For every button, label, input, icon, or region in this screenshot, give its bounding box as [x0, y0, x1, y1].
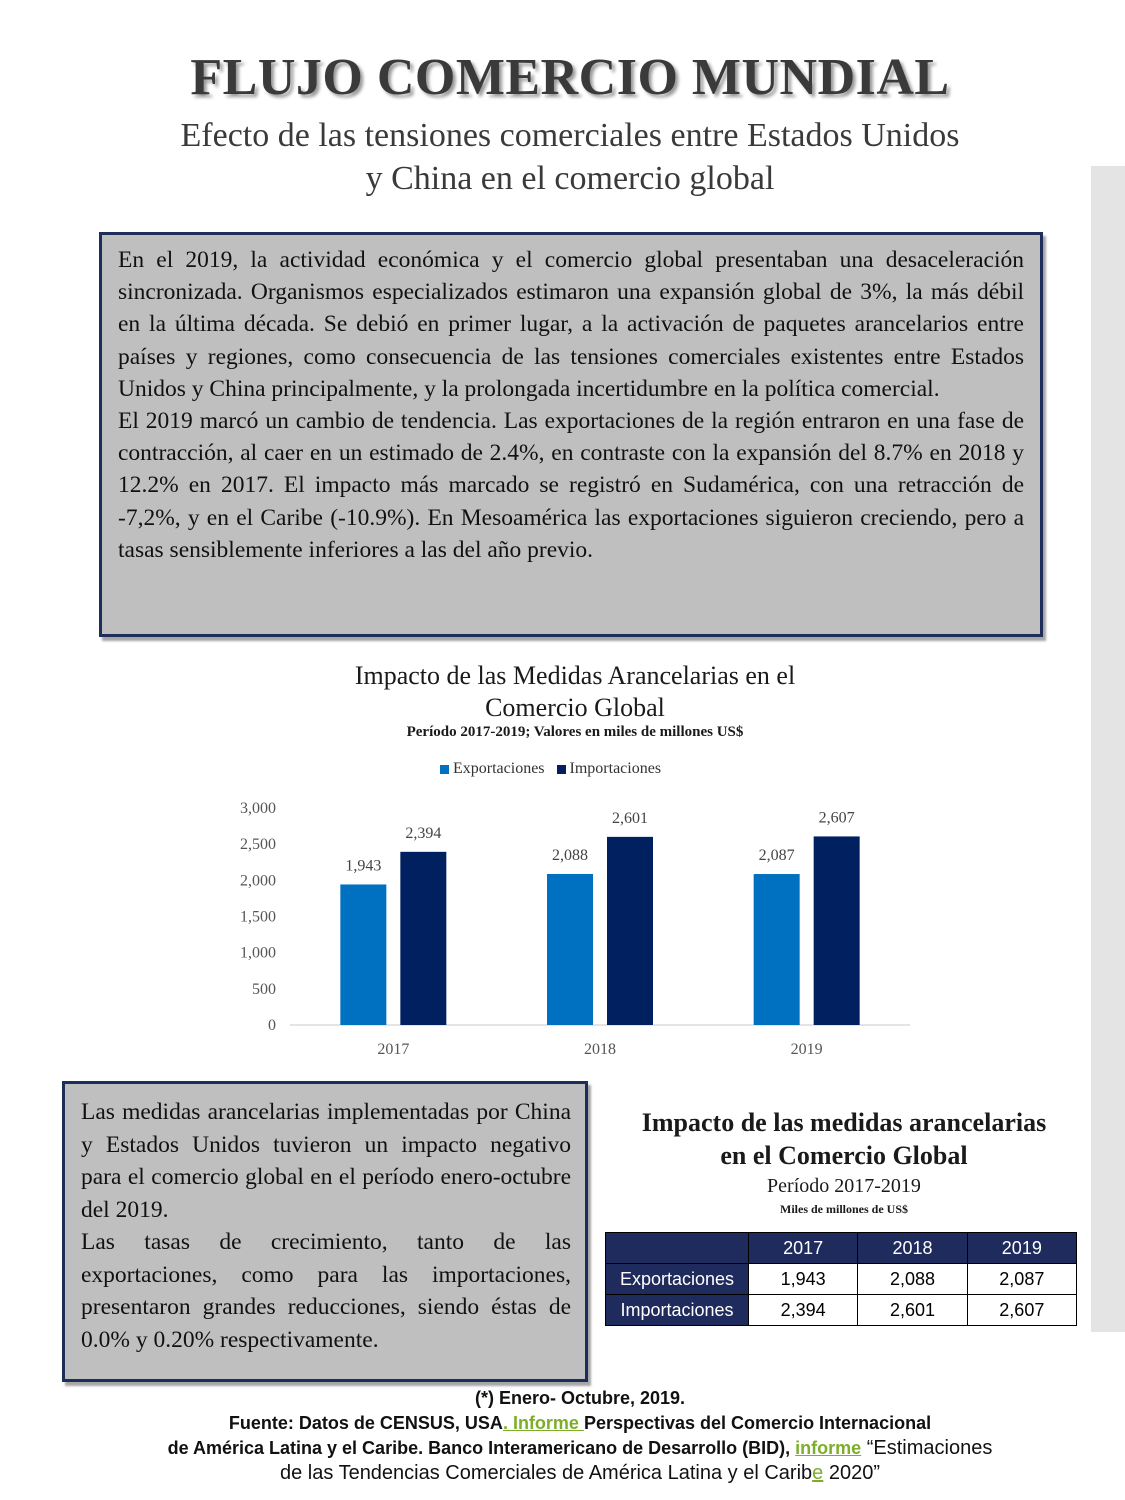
- chart-legend: [440, 759, 673, 779]
- chart-subtitle: Período 2017-2019; Valores en miles de millones US$: [406, 724, 744, 740]
- footer-note-text: (*) Enero- Octubre, 2019.: [474, 1388, 686, 1408]
- footer-note: [60, 1386, 1100, 1411]
- data-label: 1,943: [345, 857, 382, 875]
- legend-item-exportaciones: [440, 760, 545, 778]
- data-label: 2,087: [758, 847, 795, 865]
- data-label: 2,394: [405, 824, 442, 842]
- intro-paragraph-2: El 2019 marcó un cambio de tendencia. Las exportaciones de la región entraron en una fase de contracción, al caer en un estimado de 2.4%, en contraste con la expansión del 8.7% en 2018 y 12.2% en 2017. El impacto más marcado se registró en Sudamérica, con una retracción de -7,2%, y en el Caribe (-10.9%). En Mesoamérica las exportaciones siguieron creciendo, pero a tasas sensiblemente inferiores a las del año previo.: [118, 408, 1024, 563]
- footer-source-tail2b: 2020”: [823, 1462, 880, 1484]
- y-tick-label: 2,000: [240, 872, 276, 890]
- y-tick-label: 3,000: [240, 800, 276, 817]
- table-cell: 2,607: [967, 1295, 1076, 1326]
- chart-title: [270, 660, 880, 724]
- table-header-cell: 2017: [749, 1233, 858, 1264]
- y-tick-label: 1,500: [240, 908, 276, 926]
- table-header-cell: 2019: [967, 1233, 1076, 1264]
- chart-title-line-2: Comercio Global: [485, 693, 665, 722]
- page-title: FLUJO COMERCIO MUNDIAL: [190, 49, 950, 106]
- table-title: [605, 1106, 1083, 1172]
- side-bar-decoration: [1091, 166, 1125, 1332]
- chart-title-line-1: Impacto de las Medidas Arancelarias en el: [354, 661, 796, 690]
- table-cell: 2,087: [967, 1264, 1076, 1295]
- footer-source-prefix: Fuente: Datos de CENSUS, USA: [228, 1413, 503, 1433]
- intro-box: [99, 232, 1043, 637]
- note-box: [62, 1081, 588, 1382]
- y-tick-label: 0: [268, 1017, 276, 1034]
- legend-swatch-importaciones: [557, 765, 566, 774]
- data-label: 2,088: [552, 846, 588, 864]
- page-subtitle: [160, 114, 980, 200]
- table-units: Miles de millones de US$: [780, 1202, 908, 1216]
- footer-source-mid1: Perspectivas del Comercio Internacional: [583, 1413, 932, 1433]
- data-label: 2,607: [818, 809, 855, 827]
- footer: [60, 1386, 1100, 1486]
- bar-exportaciones-2017: [340, 884, 386, 1025]
- subtitle-line-1: Efecto de las tensiones comerciales entre Estados Unidos: [180, 117, 960, 154]
- data-table: [605, 1232, 1077, 1326]
- footer-source-line-2: [60, 1436, 1100, 1461]
- footer-source-line-3: [60, 1461, 1100, 1486]
- legend-item-importaciones: [557, 760, 662, 778]
- bar-importaciones-2019: [814, 836, 860, 1025]
- table-title-line-2: en el Comercio Global: [720, 1141, 968, 1170]
- table-row-label: Importaciones: [606, 1295, 749, 1326]
- table-header-cell: 2018: [858, 1233, 967, 1264]
- table-row-label: Exportaciones: [606, 1264, 749, 1295]
- informe-link-3[interactable]: e: [812, 1462, 824, 1484]
- y-tick-label: 2,500: [240, 836, 276, 854]
- note-paragraph-1: Las medidas arancelarias implementadas por China y Estados Unidos tuvieron un impacto negativo para el comercio global en el período enero-octubre del 2019.: [81, 1099, 571, 1223]
- footer-source-tail1: “Estimaciones: [861, 1437, 993, 1459]
- informe-link-2[interactable]: informe: [795, 1438, 862, 1458]
- table-title-line-1: Impacto de las medidas arancelarias: [641, 1108, 1047, 1137]
- subtitle-line-2: y China en el comercio global: [365, 160, 775, 197]
- intro-paragraph-1: En el 2019, la actividad económica y el comercio global presentaban una desaceleración sincronizada. Organismos especializados estimaron una expansión global de 3%, la más débil en la última década. Se debió en primer lugar, a la activación de paquetes arancelarios entre países y regiones, como consecuencia de las tensiones comerciales existentes entre Estados Unidos y China principalmente, y la prolongada incertidumbre en la política comercial.: [118, 247, 1024, 402]
- table-cell: 2,601: [858, 1295, 967, 1326]
- table-header-cell: [606, 1233, 749, 1264]
- bar-exportaciones-2019: [754, 874, 800, 1025]
- table-row: [606, 1295, 1077, 1326]
- bar-importaciones-2017: [400, 852, 446, 1025]
- informe-link-1[interactable]: . Informe: [502, 1413, 584, 1433]
- bar-importaciones-2018: [607, 837, 653, 1025]
- legend-label-importaciones: Importaciones: [569, 760, 662, 777]
- x-tick-label: 2018: [584, 1041, 616, 1058]
- note-paragraph-2: Las tasas de crecimiento, tanto de las exportaciones, como para las importaciones, presentaron grandes reducciones, siendo éstas de 0.0% y 0.20% respectivamente.: [81, 1229, 571, 1353]
- table-period: Período 2017-2019: [767, 1175, 921, 1197]
- bar-exportaciones-2018: [547, 874, 593, 1025]
- y-tick-label: 1,000: [240, 944, 276, 962]
- table-row: [606, 1264, 1077, 1295]
- legend-label-exportaciones: Exportaciones: [453, 760, 545, 777]
- data-label: 2,601: [612, 809, 648, 827]
- footer-source-tail2a: de las Tendencias Comerciales de América Latina y el Carib: [280, 1462, 813, 1484]
- x-tick-label: 2017: [377, 1041, 410, 1058]
- table-cell: 1,943: [749, 1264, 858, 1295]
- table-cell: 2,088: [858, 1264, 967, 1295]
- bar-chart: [220, 790, 920, 1070]
- y-tick-label: 500: [252, 980, 276, 998]
- table-header-row: [606, 1233, 1077, 1264]
- legend-swatch-exportaciones: [440, 765, 449, 774]
- footer-source-line-1: [60, 1411, 1100, 1436]
- table-cell: 2,394: [749, 1295, 858, 1326]
- x-tick-label: 2019: [790, 1041, 823, 1058]
- footer-source-mid2: de América Latina y el Caribe. Banco Interamericano de Desarrollo (BID),: [167, 1438, 796, 1458]
